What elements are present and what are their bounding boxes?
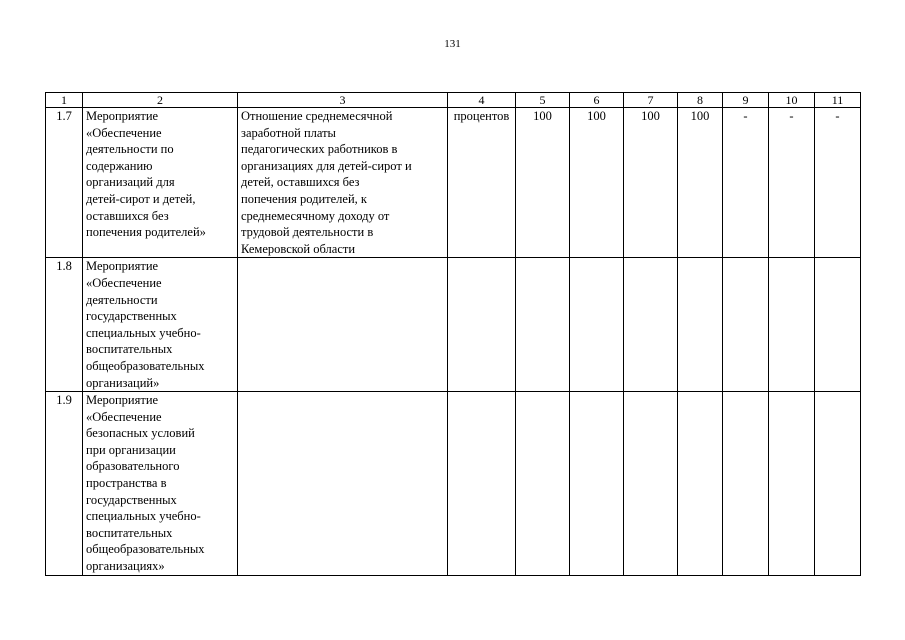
value-cell xyxy=(570,258,624,392)
unit-cell xyxy=(448,392,516,576)
column-header: 9 xyxy=(723,93,769,108)
event-line: специальных учебно- xyxy=(86,325,201,340)
value-cell xyxy=(815,258,861,392)
event-line: государственных xyxy=(86,492,177,507)
value-cell xyxy=(516,392,570,576)
event-line: детей-сирот и детей, xyxy=(86,191,196,206)
event-line: пространства в xyxy=(86,476,167,491)
column-header: 6 xyxy=(570,93,624,108)
indicator-line: трудовой деятельности в xyxy=(241,225,374,240)
table-row xyxy=(46,108,861,258)
event-name-cell xyxy=(83,108,238,258)
value-cell xyxy=(624,258,678,392)
event-line: общеобразовательных xyxy=(86,358,205,373)
event-line: общеобразовательных xyxy=(86,542,205,557)
value-cell xyxy=(624,392,678,576)
event-line: «Обеспечение xyxy=(86,125,162,140)
event-line: при организации xyxy=(86,442,176,457)
indicator-line: организациях для детей-сирот и xyxy=(241,158,412,173)
value-cell xyxy=(570,392,624,576)
indicator-line: заработной платы xyxy=(241,125,336,140)
event-line: содержанию xyxy=(86,158,153,173)
unit-cell: процентов xyxy=(448,108,516,258)
indicator-line: педагогических работников в xyxy=(241,142,398,157)
value-cell: 100 xyxy=(624,108,678,258)
event-line: деятельности xyxy=(86,292,158,307)
value-cell: - xyxy=(769,108,815,258)
event-line: безопасных условий xyxy=(86,426,195,441)
event-line: Мероприятие xyxy=(86,393,159,408)
value-cell xyxy=(723,258,769,392)
indicator-line: детей, оставшихся без xyxy=(241,175,360,190)
indicator-cell xyxy=(238,392,448,576)
row-number: 1.7 xyxy=(46,108,83,258)
row-number: 1.9 xyxy=(46,392,83,576)
event-line: «Обеспечение xyxy=(86,275,162,290)
column-header: 3 xyxy=(238,93,448,108)
column-header: 8 xyxy=(678,93,723,108)
event-line: попечения родителей» xyxy=(86,225,206,240)
event-line: образовательного xyxy=(86,459,180,474)
indicators-table xyxy=(45,92,861,576)
indicator-cell xyxy=(238,258,448,392)
unit-cell xyxy=(448,258,516,392)
indicator-line: попечения родителей, к xyxy=(241,191,367,206)
event-line: Мероприятие xyxy=(86,109,159,123)
value-cell: 100 xyxy=(516,108,570,258)
value-cell xyxy=(815,392,861,576)
value-cell: 100 xyxy=(570,108,624,258)
value-cell xyxy=(769,258,815,392)
value-cell: - xyxy=(723,108,769,258)
event-line: «Обеспечение xyxy=(86,409,162,424)
value-cell xyxy=(678,258,723,392)
event-name-cell xyxy=(83,392,238,576)
event-line: специальных учебно- xyxy=(86,509,201,524)
indicator-cell xyxy=(238,108,448,258)
row-number: 1.8 xyxy=(46,258,83,392)
table-row xyxy=(46,392,861,576)
table-row xyxy=(46,258,861,392)
column-header: 11 xyxy=(815,93,861,108)
event-line: государственных xyxy=(86,309,177,324)
value-cell xyxy=(769,392,815,576)
column-header: 1 xyxy=(46,93,83,108)
indicator-line: Отношение среднемесячной xyxy=(241,109,393,123)
event-line: воспитательных xyxy=(86,342,173,357)
value-cell xyxy=(723,392,769,576)
value-cell xyxy=(678,392,723,576)
event-line: организациях» xyxy=(86,559,165,574)
value-cell: - xyxy=(815,108,861,258)
event-line: организаций для xyxy=(86,175,175,190)
column-header: 5 xyxy=(516,93,570,108)
indicator-line: среднемесячному доходу от xyxy=(241,208,390,223)
column-header: 10 xyxy=(769,93,815,108)
column-header: 4 xyxy=(448,93,516,108)
value-cell xyxy=(516,258,570,392)
event-name-cell xyxy=(83,258,238,392)
header-row xyxy=(46,93,861,108)
indicator-line: Кемеровской области xyxy=(241,241,356,256)
value-cell: 100 xyxy=(678,108,723,258)
event-line: оставшихся без xyxy=(86,208,169,223)
page-number: 131 xyxy=(444,38,461,50)
event-line: воспитательных xyxy=(86,525,173,540)
event-line: организаций» xyxy=(86,375,160,390)
event-line: Мероприятие xyxy=(86,259,159,274)
event-line: деятельности по xyxy=(86,142,174,157)
column-header: 7 xyxy=(624,93,678,108)
column-header: 2 xyxy=(83,93,238,108)
